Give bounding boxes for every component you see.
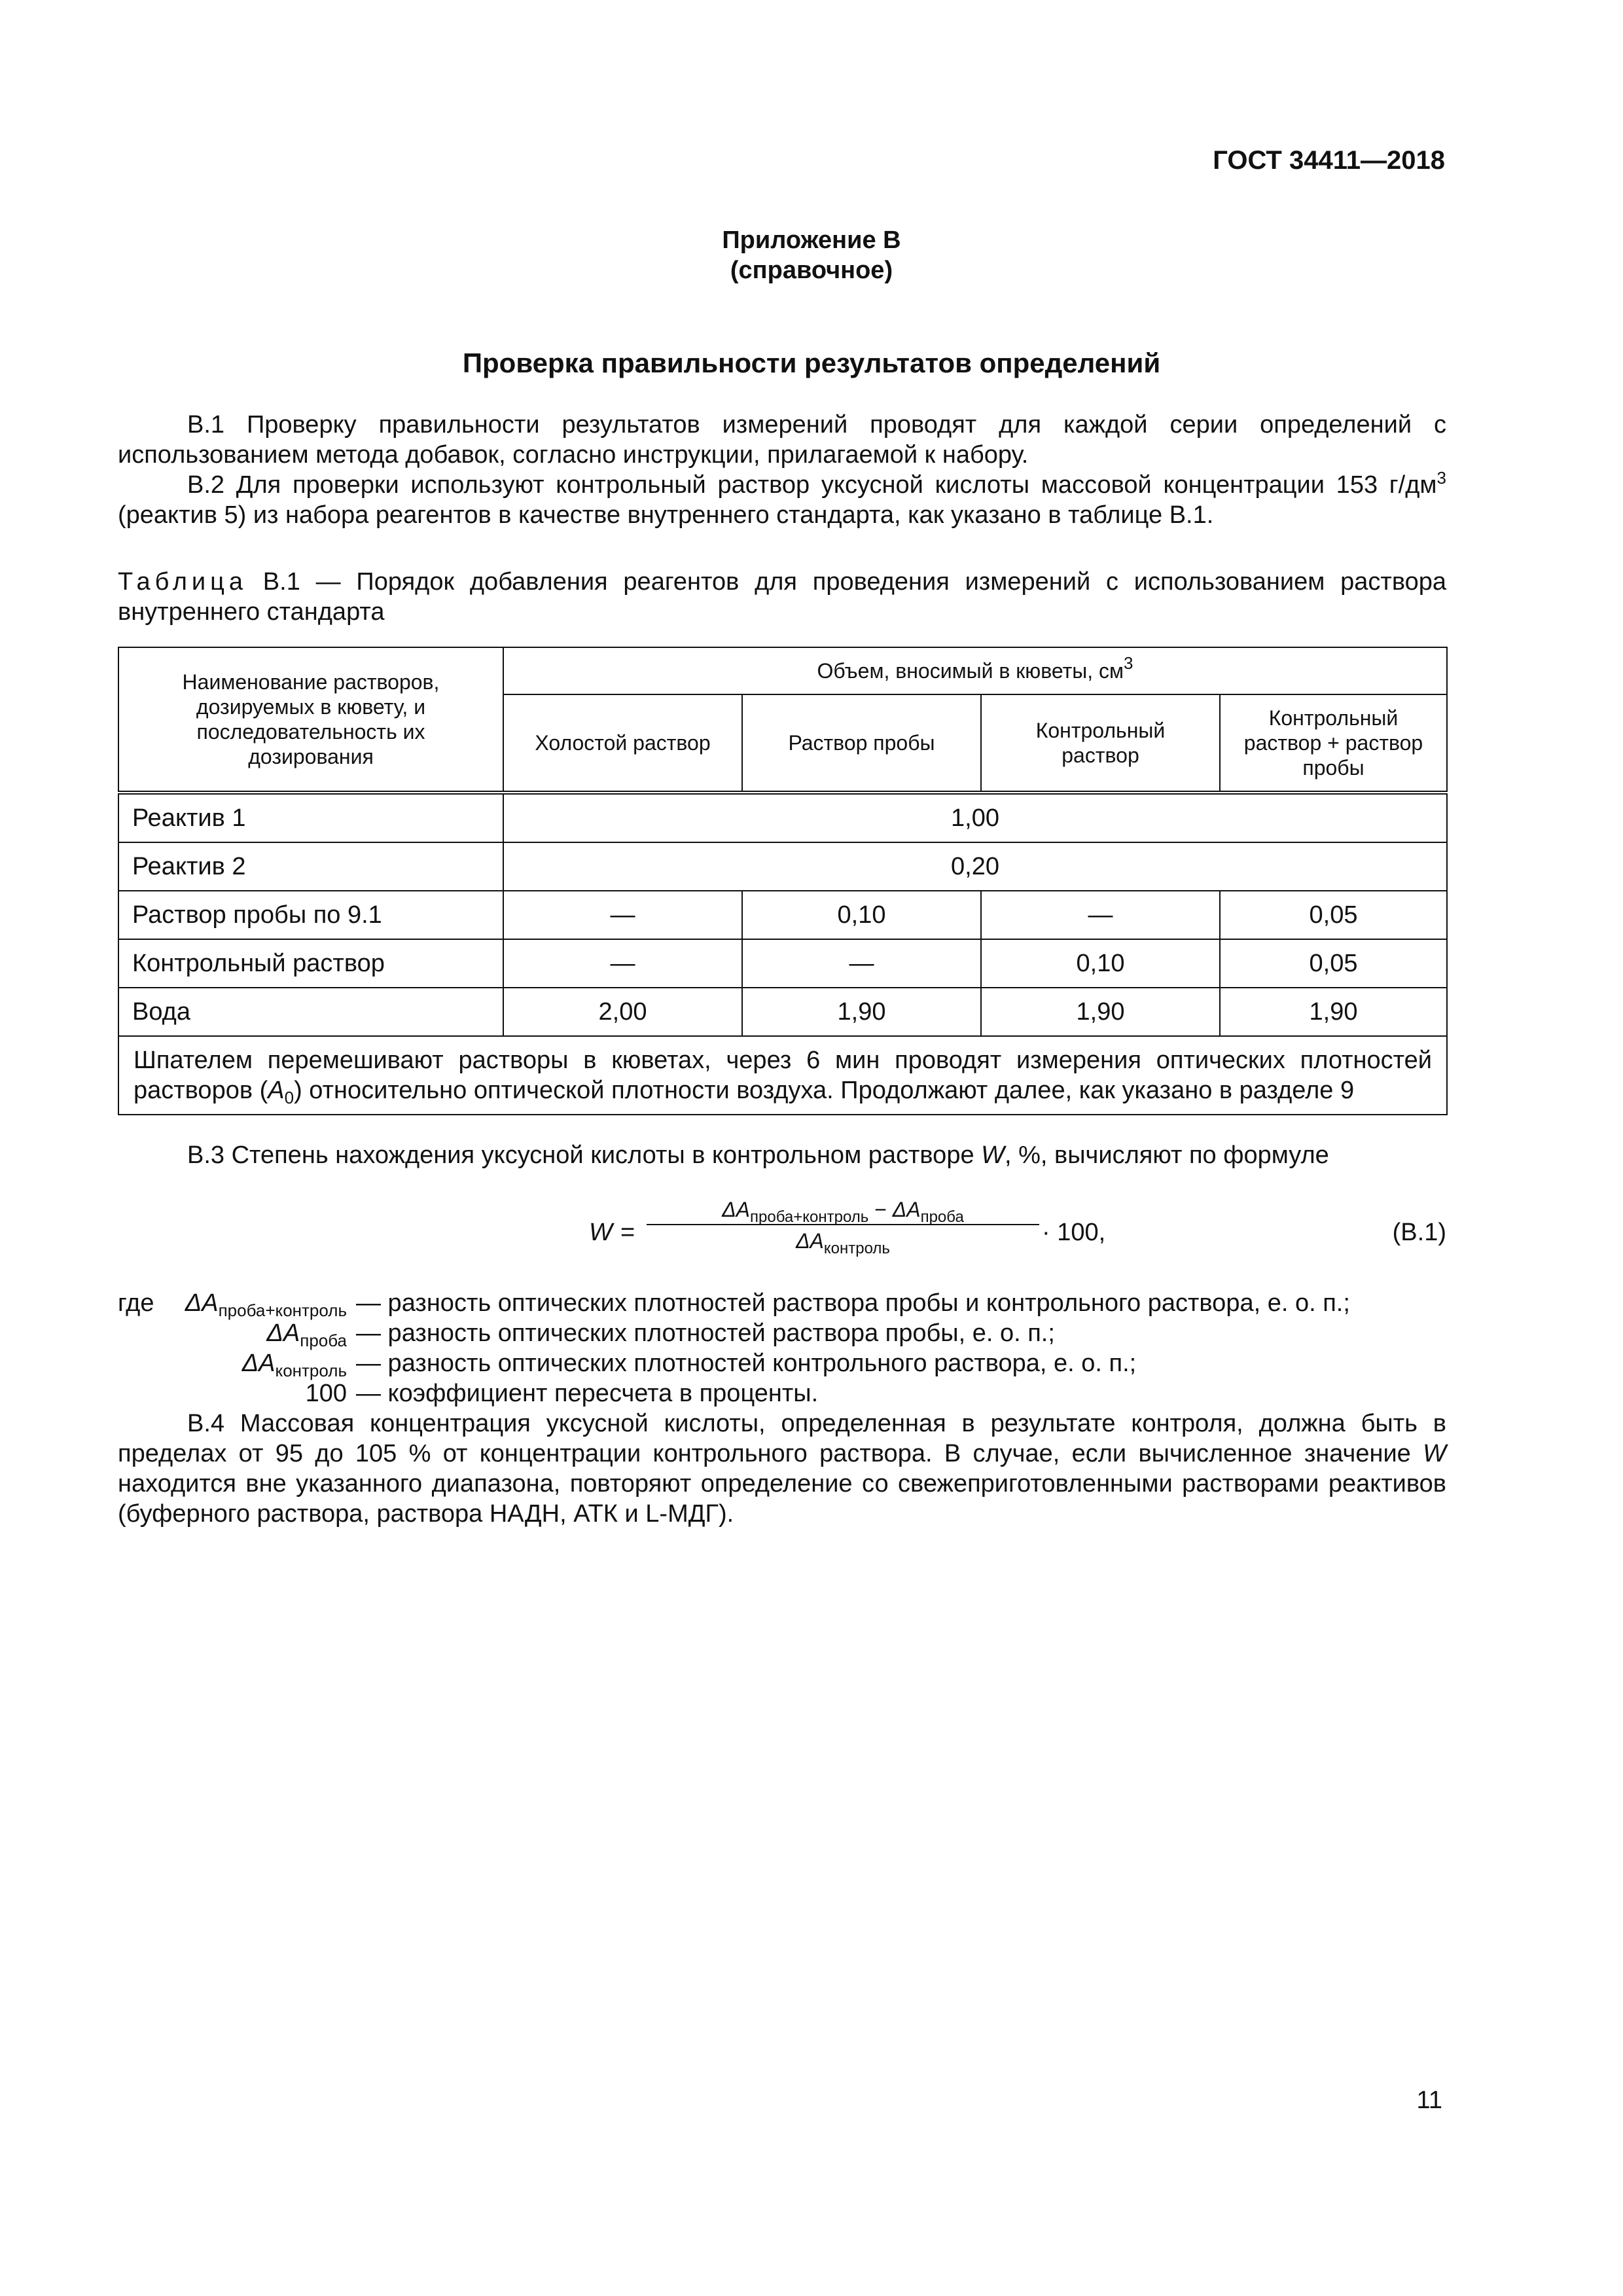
- intro-block: [118, 410, 1446, 530]
- paragraph-b4: В.4 Массовая концентрация уксусной кислоты, определенная в результате контроля, должна быть в пределах от 95 до 105 % от концентрации контрольного раствора. В случае, если вычисленное значение W находится вне указанного диапазона, повторяют определение со свежеприготовленными растворами реактивов (буферного раствора, раствора НАДН, АТК и L-МДГ).: [118, 1410, 1446, 1528]
- legend-item: 100 — коэффициент пересчета в проценты.: [305, 1380, 819, 1407]
- annex-title: Приложение В: [722, 226, 901, 254]
- header-col-sample: Раствор пробы: [742, 694, 981, 793]
- paragraph-b2: В.2 Для проверки используют контрольный раствор уксусной кислоты массовой концентрации 153 $г/дм^3$ (реактив 5) из набора реагентов в качестве внутреннего стандарта, как указано в таблице В.1.: [118, 468, 1446, 529]
- table-row: [118, 793, 1447, 842]
- document-code: ГОСТ 34411—2018: [1213, 146, 1445, 175]
- paragraph-b4-block: [118, 1408, 1446, 1529]
- formula-equals: =: [620, 1219, 635, 1246]
- row-name: Контрольный раствор: [118, 939, 503, 988]
- legend-text: — разность оптических плотностей контрольного раствора, е. о. п.;: [356, 1350, 1137, 1377]
- row-value: 0,20: [503, 842, 1447, 891]
- table-caption-label: Таблица: [118, 568, 247, 596]
- cell: 1,90: [742, 988, 981, 1036]
- legend-text: — разность оптических плотностей раствора пробы и контрольного раствора, е. о. п.;: [356, 1289, 1350, 1317]
- annex-status: (справочное): [730, 257, 893, 284]
- cell: —: [742, 939, 981, 988]
- row-name: Раствор пробы по 9.1: [118, 891, 503, 939]
- paragraph-b3-block: [118, 1140, 1446, 1170]
- cell: 1,90: [981, 988, 1220, 1036]
- table-note-row: [118, 1036, 1447, 1115]
- row-value: 1,00: [503, 793, 1447, 842]
- formula-numerator: $\Delta A_{проба+контроль} - \Delta A_{проба}$: [647, 1198, 1039, 1225]
- table-caption: [118, 567, 1446, 627]
- cell: 0,05: [1220, 939, 1447, 988]
- annex-heading: [0, 225, 1623, 285]
- table-row: [118, 891, 1447, 939]
- formula-multiplier: · 100,: [1042, 1219, 1106, 1246]
- cell: 0,05: [1220, 891, 1447, 939]
- table-row: [118, 842, 1447, 891]
- row-name: Вода: [118, 988, 503, 1036]
- cell: 2,00: [503, 988, 742, 1036]
- formula-denominator: $\Delta A_{контроль}$: [796, 1229, 890, 1257]
- legend-text: — разность оптических плотностей раствора пробы, е. о. п.;: [356, 1319, 1055, 1347]
- reagent-table: [118, 647, 1448, 1115]
- formula-legend: [118, 1288, 1446, 1408]
- legend-item: $\Delta A_{проба}$ — разность оптических плотностей раствора пробы, е. о. п.;: [266, 1319, 1055, 1350]
- formula-b1: [118, 1193, 1446, 1271]
- section-title: Проверка правильности результатов определений: [462, 348, 1161, 378]
- header-col-control: Контрольный раствор: [981, 694, 1220, 793]
- cell: 0,10: [981, 939, 1220, 988]
- header-col-blank: Холостой раствор: [503, 694, 742, 793]
- cell: —: [503, 939, 742, 988]
- cell: —: [981, 891, 1220, 939]
- row-name: Реактив 1: [118, 793, 503, 842]
- table-row: [118, 988, 1447, 1036]
- table-caption-text: В.1 — Порядок добавления реагентов для проведения измерений с использованием раствора внутреннего стандарта: [118, 568, 1446, 626]
- legend-item: $\Delta A_{контроль}$ — разность оптических плотностей контрольного раствора, е. о. п.;: [241, 1350, 1137, 1380]
- legend-text: — коэффициент пересчета в проценты.: [356, 1380, 819, 1407]
- table-row: [118, 939, 1447, 988]
- cell: 1,90: [1220, 988, 1447, 1036]
- formula-number: (В.1): [1392, 1219, 1446, 1246]
- header-solution-name: Наименование растворов, дозируемых в кювету, и последовательность их дозирования: [118, 647, 503, 793]
- paragraph-b3: В.3 Степень нахождения уксусной кислоты в контрольном растворе W, %, вычисляют по формуле: [187, 1141, 1329, 1169]
- formula-lhs: W: [589, 1219, 613, 1246]
- header-col-control-plus-sample: Контрольный раствор + раствор пробы: [1220, 694, 1447, 793]
- header-volume: Объем, вносимый в кюветы, $см^3$: [503, 647, 1447, 694]
- legend-item: где $\Delta A_{проба+контроль}$ — разность оптических плотностей раствора пробы и контрольного раствора, е. о. п.;: [118, 1289, 1350, 1320]
- paragraph-b1: В.1 Проверку правильности результатов измерений проводят для каждой серии определений с использованием метода добавок, согласно инструкции, прилагаемой к набору.: [118, 411, 1446, 469]
- table-note: Шпателем перемешивают растворы в кюветах, через 6 мин проводят измерения оптических плотностей растворов $(A_0)$ относительно оптической плотности воздуха. Продолжают далее, как указано в разделе 9: [118, 1036, 1447, 1115]
- cell: —: [503, 891, 742, 939]
- formula-fraction: [647, 1198, 1039, 1257]
- legend-lead: где: [118, 1289, 154, 1317]
- row-name: Реактив 2: [118, 842, 503, 891]
- page-number: 11: [1416, 2087, 1442, 2114]
- cell: 0,10: [742, 891, 981, 939]
